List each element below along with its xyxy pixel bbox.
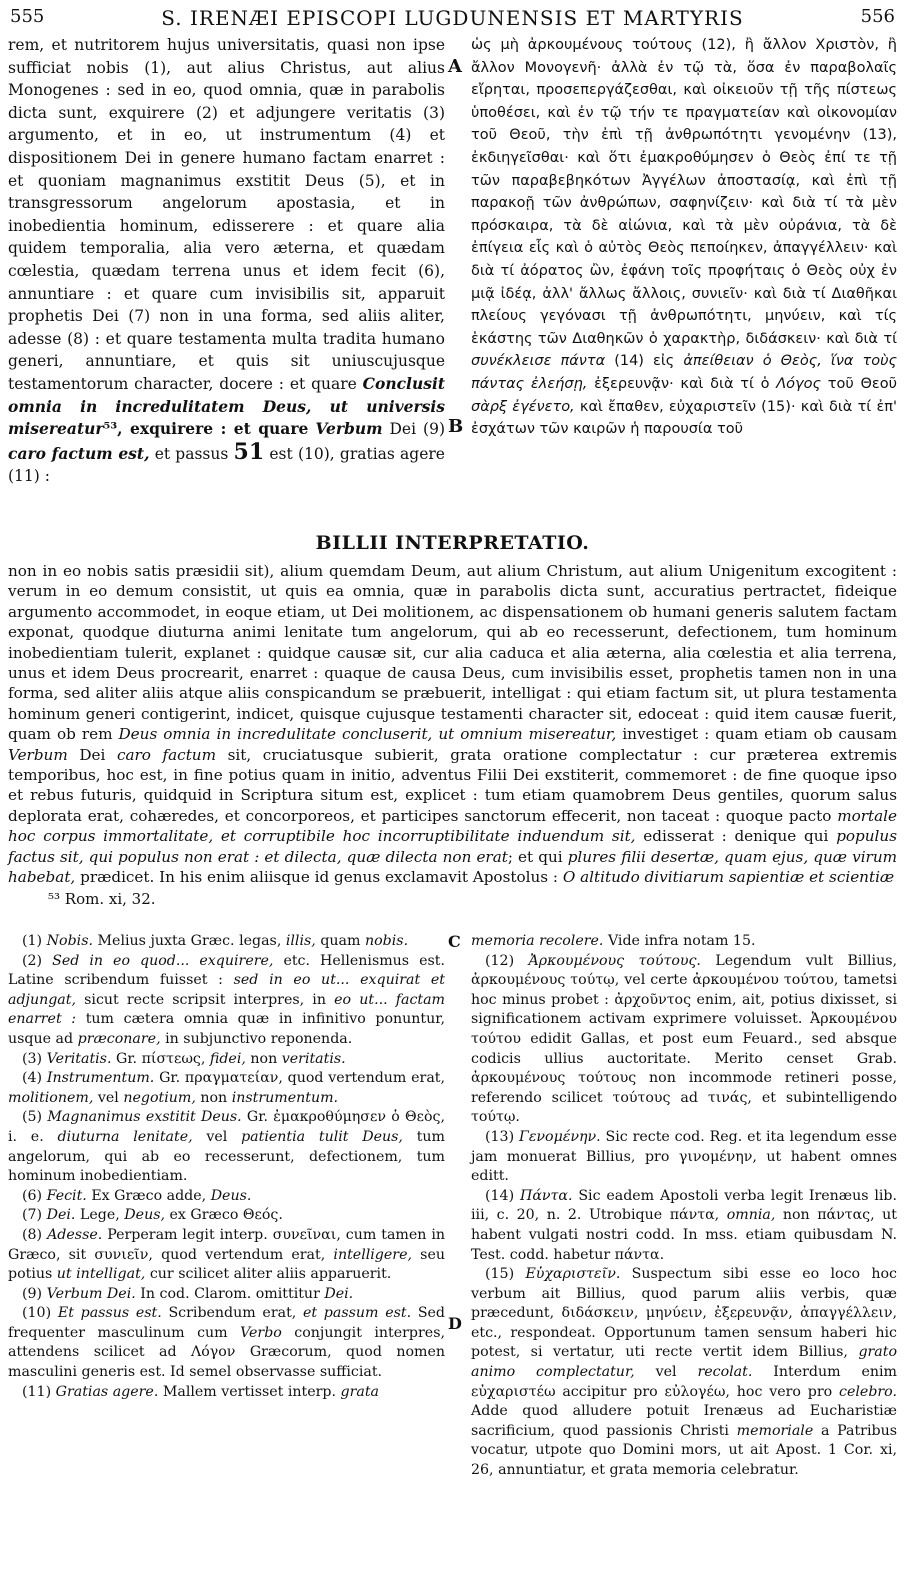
footnote: (12) Ἀρκουμένους τούτους. Legendum vult Billius, ἀρκουμένους τούτῳ, vel certe ἀρκουμένου τούτου, tametsi hoc minus probet : ἀρχοῦντος enim, ait, potius dixisset, si significationem activam exprimere voluisset. Ἀρκουμένου τούτου edidit Gallas, et post eum Feuard., sed absque codicis ullius auctoritate. Merito censet Grab. ἀρκουμένους τούτους non incommode retineri posse, referendo scilicet τούτους ad τινάς, et subintelligendo τούτῳ.	[471, 952, 898, 1126]
greek-paragraph: ὡς μὴ ἀρκουμένους τούτους (12), ἢ ἄλλον Χριστὸν, ἢ ἄλλον Μονογενῆ· ἀλλὰ ἐν τῷ τὰ, ὅσα ἐν παραβολαῖς εἴρηται, προσεπεργάζεσθαι, καὶ οἰκειοῦν τῇ τῆς πίστεως ὑποθέσει, καὶ ἐν τῷ τήν τε πραγματείαν καὶ οἰκονομίαν τοῦ Θεοῦ, τὴν ἐπὶ τῇ ἀνθρωπότητι γενομένην (13), ἐκδιηγεῖσθαι· καὶ ὅτι ἐμακροθύμησεν ὁ Θεὸς ἐπί τε τῇ τῶν παραβεβηκότων Ἀγγέλων ἀποστασίᾳ, καὶ ἐπὶ τῇ παρακοῇ τῶν ἀνθρώπων, σαφηνίζειν· καὶ διὰ τί τὰ μὲν πρόσκαιρα, τὰ δὲ αἰώνια, καὶ τὰ μὲν οὐράνια, τὰ δὲ ἐπίγεια εἷς καὶ ὁ αὐτὸς Θεὸς πεποίηκεν, ἀπαγγέλλειν· καὶ διὰ τί ἀόρατος ὢν, ἐφάνη τοῖς προφήταις ὁ Θεὸς οὐχ ἐν μιᾷ ἰδέᾳ, ἀλλ' ἄλλως ἄλλοις, συνιεῖν· καὶ διὰ τί Διαθῆκαι πλείους γεγόνασι τῇ ἀνθρωπότητι, μηνύειν, καὶ τίς ἑκάστης τῶν Διαθηκῶν ὁ χαρακτὴρ, διδάσκειν· καὶ διὰ τί συνέκλεισε πάντα (14) εἰς ἀπείθειαν ὁ Θεὸς, ἵνα τοὺς πάντας ἐλεήσῃ, ἐξερευνᾷν· καὶ διὰ τί ὁ Λόγος τοῦ Θεοῦ σὰρξ ἐγένετο, καὶ ἔπαθεν, εὐχαριστεῖν (15)· καὶ διὰ τί ἐπ' ἐσχάτων τῶν καιρῶν ἡ παρουσία τοῦ	[471, 37, 898, 438]
billii-paragraph: non in eo nobis satis præsidii sit), alium quemdam Deum, aut alium Christum, aut alium Unigenitum excogitent : verum in eo demum consistit, ut quis ea omnia, quæ in parabolis dicta sunt, accuratius pertractet, fideique argumento accommodet, in eoque etiam, ut Dei molitionem, ac dispensationem ob humani generis salutem factam exponat, quodque diuturna animi lenitate tum angelorum, qui ab eo recesserunt, defectionem, tum hominum inobedientiam tulerit, explanet : quidque causæ sit, cur alia caduca et alia æterna, alia cœlestia et alia terrena, unus et idem Deus procrearit, enarret : quaque de causa Deus, cum invisibilis esset, prophetis tamen non in una forma, sed aliter aliis atque aliis conspicandum se præbuerit, intelligat : qui etiam factum sit, ut plura testamenta hominum generi contigerint, indicet, quisque cujusque testamenti character sit, edoceat : quid item causæ fuerit, quam ob rem Deus omnia in incredulitate concluserit, ut omnium misereatur, investiget : quam etiam ob causam Verbum Dei caro factum sit, cruciatusque subierit, grata oratione complectatur : cur præterea extremis temporibus, hoc est, in fine potius quam in initio, adventus Filii Dei exstiterit, commemoret : de fine quoque ipso et rebus futuris, quidquid in Scriptura situm est, explicet : tum etiam quamobrem Deus gentiles, quorum salus deplorata erat, cohæredes, et concorporeos, et participes sanctorum effecerit, non taceat : quoque pacto mortale hoc corpus immortalitate, et corruptibile hoc incorruptibilitate induendum sit, edisserat : denique qui populus factus sit, qui populus non erat : et dilecta, quæ dilecta non erat; et qui plures filii desertæ, quam ejus, quæ virum habebat, prædicet. In his enim aliisque id genus exclamavit Apostolus : O altitudo divitiarum sapientiæ et scientiæ	[8, 562, 898, 887]
footnote: (1) Nobis. Melius juxta Græc. legas, illis, quam nobis.	[22, 933, 409, 949]
scripture-reference: ⁵³ Rom. xi, 32.	[48, 890, 156, 908]
footnote: (2) Sed in eo quod... exquirere, etc. Hellenismus est. Latine scribendum fuisset : sed in eo ut... exquirat et adjungat, sicut recte scripsit interpres, in eo ut... factam enarret : tum cætera omnia quæ in infinitivo ponuntur, usque ad præconare, in subjunctivo reponenda.	[8, 952, 446, 1047]
margin-mark-b: B	[448, 416, 464, 437]
footnote: (14) Πάντα. Sic eadem Apostoli verba legit Irenæus lib. iii, c. 20, n. 2. Utrobique πάντα, omnia, non πάντας, ut habent vulgati nostri codd. In mss. etiam quibusdam N. Test. codd. habetur πάντα.	[471, 1187, 898, 1263]
notes-left-column	[8, 932, 445, 1402]
latin-paragraph: rem, et nutritorem hujus universitatis, quasi non ipse sufficiat nobis (1), aut alius Christus, aut alius Monogenes : sed in eo, quod omnia, quæ in parabolis dicta sunt, exquirere (2) et adjungere veritatis (3) argumento, et in eo, ut instrumentum (4) et dispositionem Dei in genere humano factam enarret : et quoniam magnanimus exstitit Deus (5), et in transgressorum angelorum apostasia, et in inobedientia hominum, edisserere : et quare alia quidem temporalia, alia vero æterna, et quædam cœlestia, quædam terrena unus et idem fecit (6), annuntiare : et quare cum invisibilis sit, apparuit prophetis Dei (7) non in una forma, sed aliis aliter, adesse (8) : et quare testamenta multa tradita humano generi, annuntiare, et quis sit uniuscujusque testamentorum character, docere : et quare Conclusit omnia in incredulitatem Deus, ut universis misereatur⁵³, exquirere : et quare Verbum Dei (9) caro factum est, et passus 51 est (10), gratias agere (11) :	[8, 36, 445, 486]
page-number-right: 556	[860, 6, 895, 27]
footnote: (4) Instrumentum. Gr. πραγματείαν, quod vertendum erat, molitionem, vel negotium, non instrumentum.	[8, 1070, 445, 1106]
billii-interpretatio	[8, 561, 897, 888]
running-title: S. IRENÆI EPISCOPI LUGDUNENSIS ET MARTYRIS	[161, 6, 744, 30]
footnote: (9) Verbum Dei. In cod. Clarom. omittitur Dei.	[22, 1285, 354, 1302]
footnote: (3) Veritatis. Gr. πίστεως, fidei, non veritatis.	[22, 1050, 346, 1067]
footnote: (11) Gratias agere. Mallem vertisset interp. grata	[22, 1383, 380, 1400]
margin-mark-c: C	[448, 932, 461, 951]
margin-mark-d: D	[448, 1314, 462, 1333]
footnote: (10) Et passus est. Scribendum erat, et passum est. Sed frequenter masculinum cum Verbo conjungit interpres, attendens scilicet ad Λόγον Græcorum, quod nomen masculini generis est. Id semel observasse sufficiat.	[8, 1305, 446, 1381]
footnote: (8) Adesse. Perperam legit interp. συνεῖναι, cum tamen in Græco, sit συνιεῖν, quod vertendum erat, intelligere, seu potius ut intelligat, cur scilicet aliter aliis apparuerit.	[8, 1226, 446, 1283]
footnote: (15) Εὐχαριστεῖν. Suspectum sibi esse eo loco hoc verbum ait Billius, quod parum aliis verbis, quæ præcedunt, διδάσκειν, μηνύειν, ἐξερευνᾷν, ἀπαγγέλλειν, etc., respondeat. Opportunum tamen sensum haberi hic potest, si vertatur, uti recte vertit idem Billius, grato animo complectatur, vel recolat. Interdum enim εὐχαριστέω accipitur pro εὐλογέω, hoc vero pro celebro. Adde quod alludere potuit Irenæus ad Eucharistiæ sacrificium, quod passionis Christi memoriale a Patribus vocatur, utpote quo Domini mors, ut ait Apost. 1 Cor. xi, 26, annuntiatur, et grata memoria celebratur.	[471, 1266, 898, 1479]
footnote: (7) Dei. Lege, Deus, ex Græco Θεός.	[22, 1207, 283, 1224]
folio-number: 51	[233, 438, 265, 465]
footnote: (6) Fecit. Ex Græco adde, Deus.	[22, 1187, 252, 1204]
page-number-left: 555	[10, 6, 45, 27]
page-header	[0, 6, 905, 34]
footnote-continuation: memoria recolere. Vide infra notam 15.	[471, 933, 756, 949]
text-columns	[8, 34, 897, 514]
footnotes	[8, 932, 897, 1562]
footnote: (13) Γενομένην. Sic recte cod. Reg. et ita legendum esse jam monuerat Billius, pro γινομένην, ut habent omnes editt.	[471, 1128, 897, 1185]
notes-right-column	[471, 932, 897, 1481]
margin-mark-a: A	[448, 56, 462, 77]
latin-column	[8, 34, 445, 488]
section-title: BILLII INTERPRETATIO.	[315, 532, 590, 554]
footnote: (5) Magnanimus exstitit Deus. Gr. ἐμακροθύμησεν ὁ Θεὸς, i. e. diuturna lenitate, vel patientia tulit Deus, tum angelorum, qui ab eo recesserunt, defectionem, tum hominum inobedientiam.	[8, 1109, 446, 1185]
greek-column	[471, 34, 897, 441]
